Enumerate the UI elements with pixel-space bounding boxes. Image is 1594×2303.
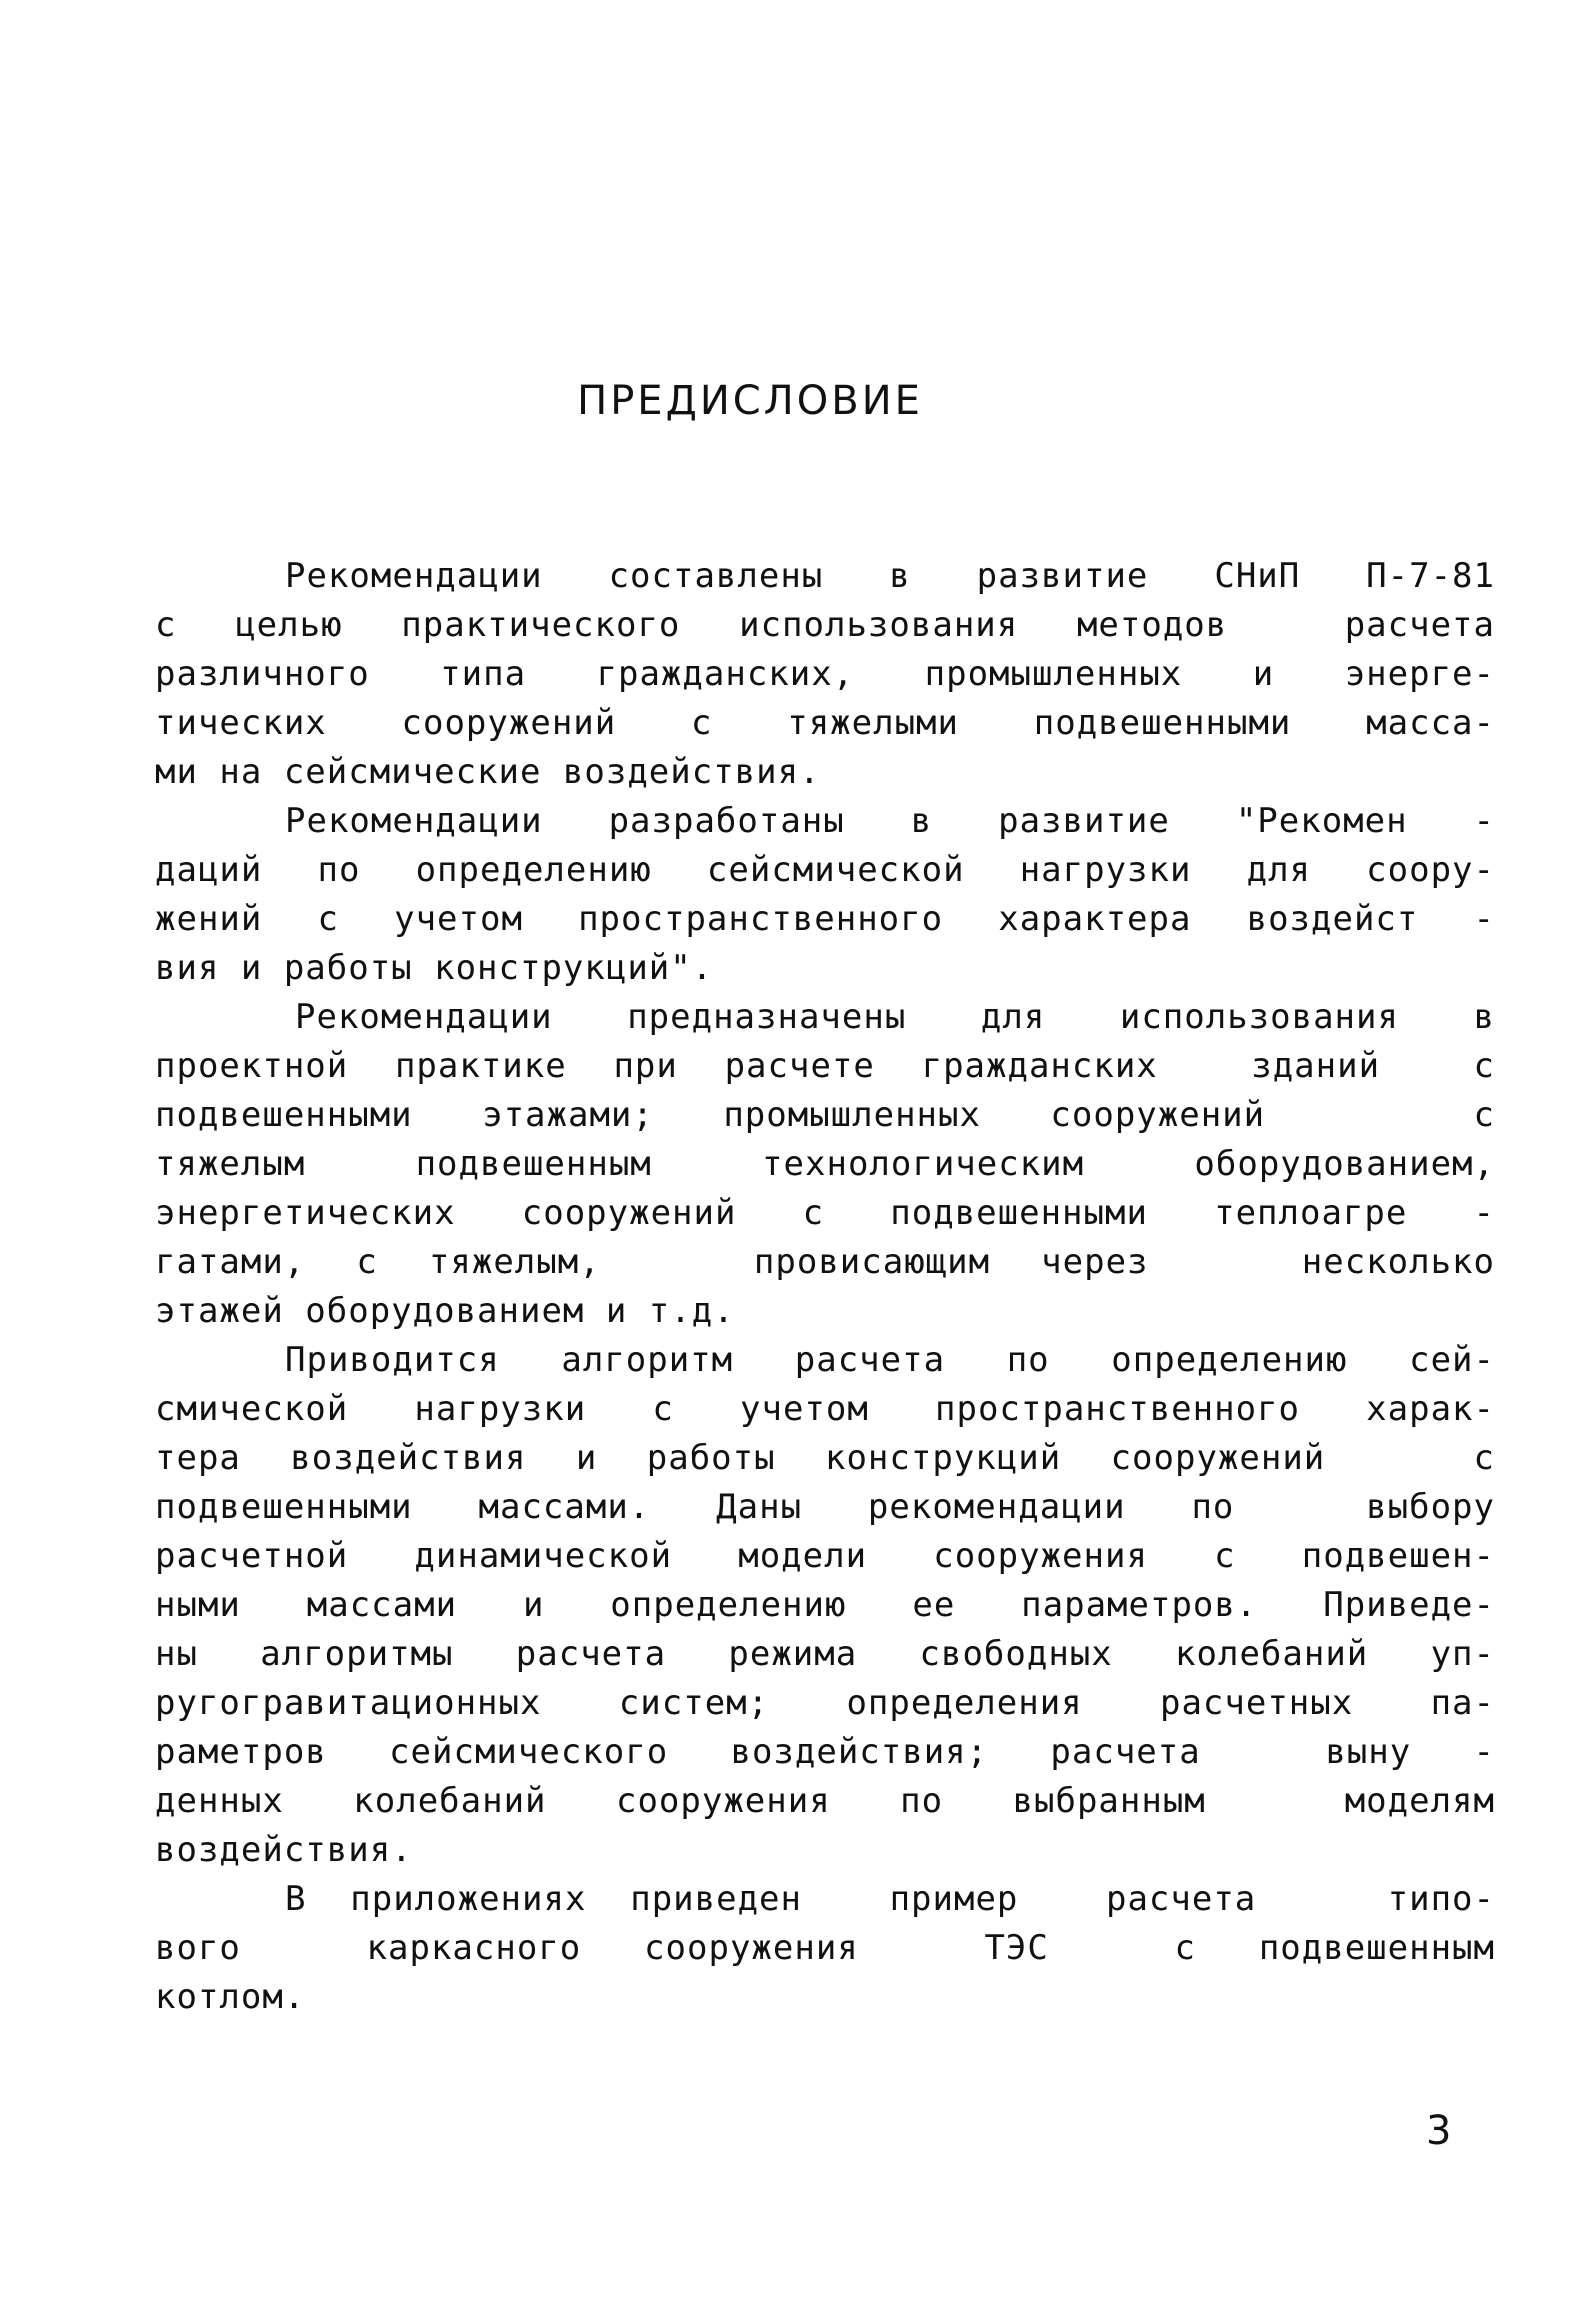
text-line: с целью практического использования методов расчета bbox=[155, 605, 1495, 645]
text-line: тяжелым подвешенным технологическим оборудованием, bbox=[155, 1144, 1495, 1184]
text-line: ными массами и определению ее параметров. Приведе- bbox=[155, 1585, 1495, 1625]
text-line: ми на сейсмические воздействия. bbox=[155, 752, 821, 792]
text-line: воздействия. bbox=[155, 1830, 413, 1870]
page-title: ПРЕДИСЛОВИЕ bbox=[577, 378, 923, 424]
text-line: этажей оборудованием и т.д. bbox=[155, 1291, 735, 1331]
text-line: Приводится алгоритм расчета по определению сей- bbox=[285, 1340, 1495, 1380]
text-line: Рекомендации предназначены для использования в bbox=[295, 997, 1495, 1037]
page-number: 3 bbox=[1426, 2108, 1452, 2154]
paragraph-2 bbox=[155, 797, 1495, 993]
body-text bbox=[155, 552, 1495, 2022]
text-line: подвешенными массами. Даны рекомендации по выбору bbox=[155, 1487, 1495, 1527]
paragraph-4 bbox=[155, 1336, 1495, 1875]
paragraph-1 bbox=[155, 552, 1495, 797]
text-line: различного типа гражданских, промышленных и энерге- bbox=[155, 654, 1495, 694]
text-line: проектной практике при расчете гражданских зданий с bbox=[155, 1046, 1495, 1086]
paragraph-5 bbox=[155, 1875, 1495, 2022]
text-line: вия и работы конструкций". bbox=[155, 948, 714, 988]
text-line: смической нагрузки с учетом пространственного харак- bbox=[155, 1389, 1495, 1429]
text-line: ны алгоритмы расчета режима свободных колебаний уп- bbox=[155, 1634, 1495, 1674]
text-line: энергетических сооружений с подвешенными теплоагре - bbox=[155, 1193, 1495, 1233]
text-line: Рекомендации составлены в развитие СНиП П-7-81 bbox=[285, 556, 1495, 596]
text-line: даций по определению сейсмической нагрузки для соору- bbox=[155, 850, 1495, 890]
text-line: В приложениях приведен пример расчета типо- bbox=[285, 1879, 1495, 1919]
text-line: тических сооружений с тяжелыми подвешенными масса- bbox=[155, 703, 1495, 743]
text-line: тера воздействия и работы конструкций сооружений с bbox=[155, 1438, 1495, 1478]
text-line: расчетной динамической модели сооружения с подвешен- bbox=[155, 1536, 1495, 1576]
text-line: денных колебаний сооружения по выбранным моделям bbox=[155, 1781, 1495, 1821]
text-line: раметров сейсмического воздействия; расчета выну - bbox=[155, 1732, 1495, 1772]
text-line: котлом. bbox=[155, 1977, 306, 2017]
text-line: подвешенными этажами; промышленных сооружений с bbox=[155, 1095, 1495, 1135]
text-line: гатами, с тяжелым, провисающим через несколько bbox=[155, 1242, 1495, 1282]
text-line: вого каркасного сооружения ТЭС с подвешенным bbox=[155, 1928, 1495, 1968]
text-line: жений с учетом пространственного характера воздейст - bbox=[155, 899, 1495, 939]
paragraph-3 bbox=[155, 993, 1495, 1336]
text-line: Рекомендации разработаны в развитие "Рекомен - bbox=[285, 801, 1495, 841]
text-line: ругогравитационных систем; определения расчетных па- bbox=[155, 1683, 1495, 1723]
